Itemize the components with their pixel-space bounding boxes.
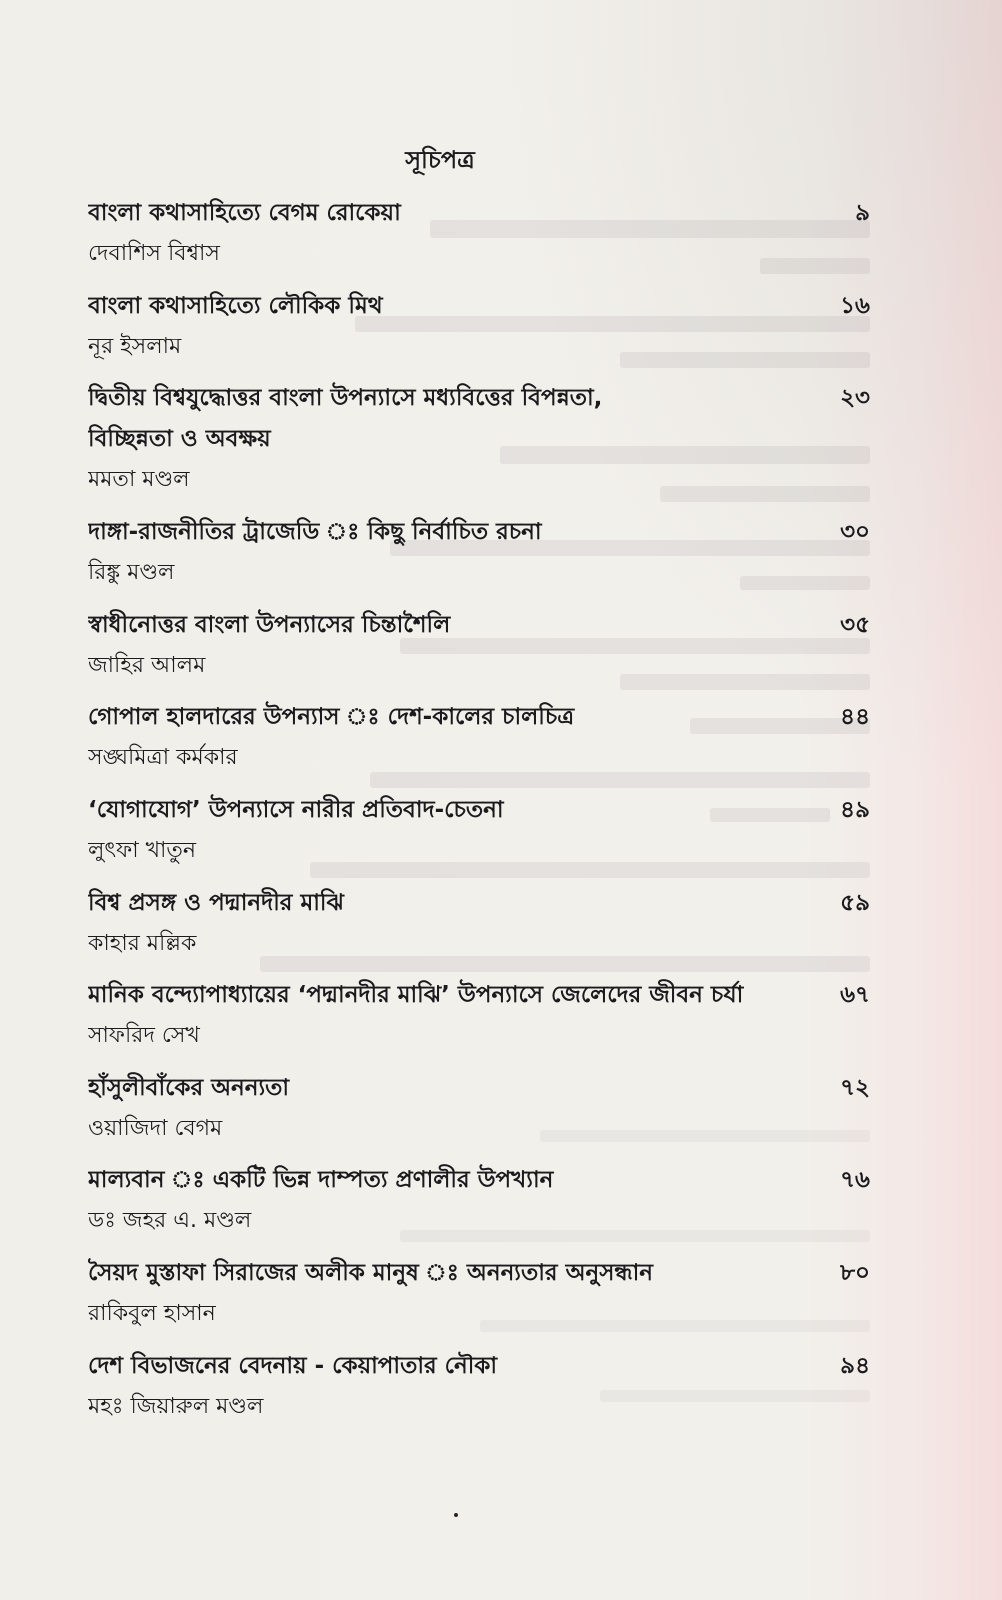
toc-entry-title: দাঙ্গা-রাজনীতির ট্রাজেডি ঃ কিছু নির্বাচিত রচনা xyxy=(88,519,542,546)
toc-entry-author: মহঃ জিয়ারুল মণ্ডল xyxy=(88,1393,264,1419)
toc-entry-author: ওয়াজিদা বেগম xyxy=(88,1115,223,1141)
toc-entry xyxy=(88,696,870,789)
toc-entry xyxy=(88,974,870,1067)
toc-entry-title-row xyxy=(88,377,870,419)
toc-entry-title: দেশ বিভাজনের বেদনায় - কেয়াপাতার নৌকা xyxy=(88,1352,498,1379)
toc-entry-title-row xyxy=(88,1345,870,1387)
toc-entry-page-number: ৩০ xyxy=(840,519,870,546)
toc-entry-page-number: ২৩ xyxy=(840,385,870,412)
toc-entry-author: লুৎফা খাতুন xyxy=(88,837,197,863)
toc-entry-title: মাল্যবান ঃ একটি ভিন্ন দাম্পত্য প্রণালীর উপখ্যান xyxy=(88,1167,554,1194)
toc-entry-author: রিঙ্কু মণ্ডল xyxy=(88,560,175,586)
toc-entry-title: দ্বিতীয় বিশ্বযুদ্ধোত্তর বাংলা উপন্যাসে মধ্যবিত্তের বিপন্নতা, xyxy=(88,385,603,412)
toc-entry xyxy=(88,377,870,511)
toc-entry-author: সাফরিদ সেখ xyxy=(88,1023,200,1049)
toc-entry-title-row xyxy=(88,1159,870,1201)
toc-entry-title: বিশ্ব প্রসঙ্গ ও পদ্মানদীর মাঝি xyxy=(88,889,344,916)
toc-entry xyxy=(88,285,870,378)
toc-entry-title: ‘যোগাযোগ’ উপন্যাসে নারীর প্রতিবাদ-চেতনা xyxy=(88,796,504,823)
toc-entry-title: সৈয়দ মুস্তাফা সিরাজের অলীক মানুষ ঃ অনন্যতার অনুসন্ধান xyxy=(88,1259,654,1286)
toc-entry-title-row xyxy=(88,882,870,924)
toc-entry-title: বাংলা কথাসাহিত্যে বেগম রোকেয়া xyxy=(88,200,401,226)
toc-entry xyxy=(88,1252,870,1345)
toc-entry-title-row xyxy=(88,696,870,738)
toc-entry-title-continued: বিচ্ছিন্নতা ও অবক্ষয় xyxy=(88,426,271,453)
toc-entry xyxy=(88,604,870,697)
toc-entry-author: ডঃ জহর এ. মণ্ডল xyxy=(88,1208,252,1234)
toc-entry-title: গোপাল হালদারের উপন্যাস ঃ দেশ-কালের চালচিত্র xyxy=(88,704,575,731)
toc-entry-page-number: ৭২ xyxy=(840,1074,870,1101)
toc-entry xyxy=(88,511,870,604)
toc-entry-page-number: ৬৭ xyxy=(840,982,870,1009)
toc-entry xyxy=(88,1067,870,1160)
toc-entry xyxy=(88,192,870,285)
toc-entry xyxy=(88,882,870,975)
toc-entry-page-number: ৮০ xyxy=(840,1259,870,1286)
toc-entry xyxy=(88,1345,870,1438)
toc-entry-author: দেবাশিস বিশ্বাস xyxy=(88,241,220,266)
toc-entry-page-number: ৪৪ xyxy=(840,704,870,731)
toc-entry-author: রাকিবুল হাসান xyxy=(88,1300,216,1326)
toc-entry-title-row xyxy=(88,974,870,1016)
toc-entry-page-number: ৫৯ xyxy=(840,889,870,916)
toc-entry-title-row xyxy=(88,192,870,234)
toc-entry-page-number: ৩৫ xyxy=(840,611,870,638)
page-title: সূচিপত্র xyxy=(405,146,475,174)
toc-entry-author: মমতা মণ্ডল xyxy=(88,467,190,493)
toc-entry-title-row xyxy=(88,285,870,327)
toc-entry-title: স্বাধীনোত্তর বাংলা উপন্যাসের চিন্তাশৈলি xyxy=(88,611,451,638)
toc-entry xyxy=(88,789,870,882)
toc-entry-page-number: ৭৬ xyxy=(840,1167,870,1194)
toc-entry-page-number: ৯ xyxy=(855,200,870,226)
toc-entry-title-row xyxy=(88,1252,870,1294)
toc-entry-page-number: ৯৪ xyxy=(840,1352,870,1379)
toc-entry-author: কাহার মল্লিক xyxy=(88,930,197,956)
table-of-contents xyxy=(88,192,870,1437)
toc-entry-title-row xyxy=(88,511,870,553)
toc-entry-title-row xyxy=(88,789,870,831)
toc-entry-page-number: ৪৯ xyxy=(840,796,870,823)
toc-entry-page-number: ১৬ xyxy=(840,292,870,319)
toc-entry-title: মানিক বন্দ্যোপাধ্যায়ের ‘পদ্মানদীর মাঝি’ উপন্যাসে জেলেদের জীবন চর্যা xyxy=(88,982,744,1009)
toc-entry-title: বাংলা কথাসাহিত্যে লৌকিক মিথ xyxy=(88,292,383,319)
ink-speck xyxy=(454,1513,458,1517)
toc-entry-author: সঙ্ঘমিত্রা কর্মকার xyxy=(88,745,238,771)
toc-entry-title-row xyxy=(88,1067,870,1109)
toc-entry-title: হাঁসুলীবাঁকের অনন্যতা xyxy=(88,1074,290,1101)
toc-entry xyxy=(88,1159,870,1252)
toc-entry-author: নূর ইসলাম xyxy=(88,333,182,359)
toc-entry-author: জাহির আলম xyxy=(88,652,206,678)
toc-entry-title-row xyxy=(88,604,870,646)
